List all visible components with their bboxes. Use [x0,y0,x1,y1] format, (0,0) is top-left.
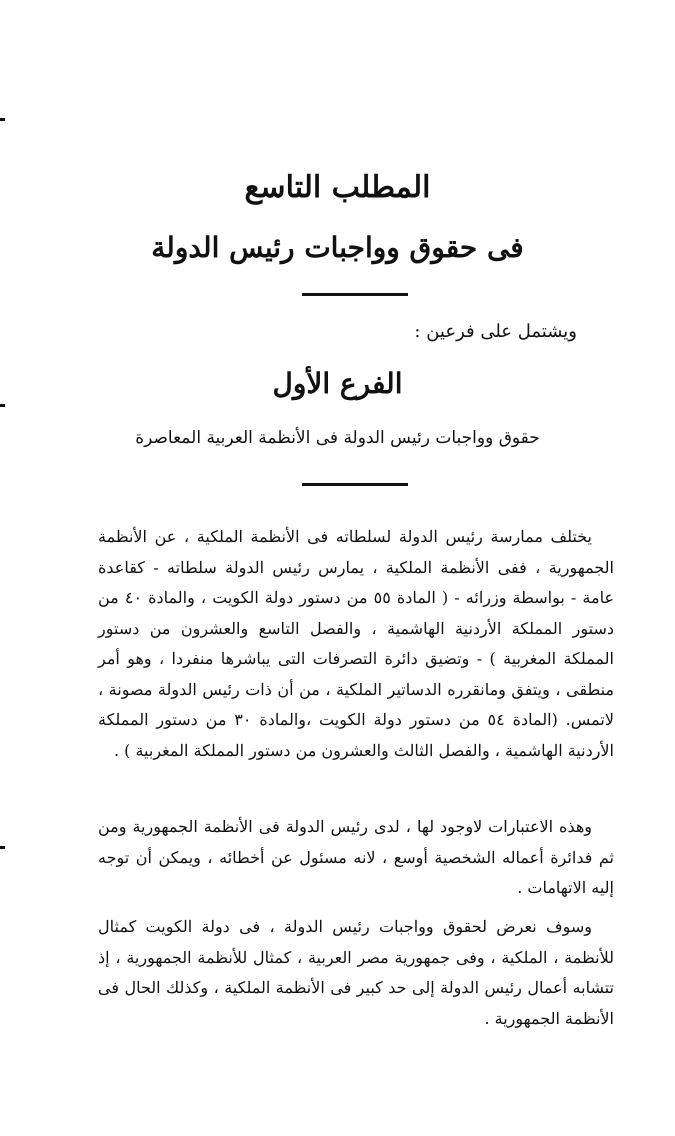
paragraph-text: وهذه الاعتبارات لاوجود لها ، لدى رئيس الدولة فى الأنظمة الجمهورية ومن ثم فدائرة أعماله الشخصية أوسع ، لانه مسئول عن أخطائه ، ويمكن أن توجه إليه الاتهامات . [98,817,614,897]
paragraph-text: وسوف نعرض لحقوق وواجبات رئيس الدولة ، فى دولة الكويت كمثال للأنظمة ، الملكية ، وفى جمهورية مصر العربية ، كمثال للأنظمة الجمهورية ، إذ تتشابه أعمال رئيس الدولة إلى حد كبير فى الأنظمة الملكية ، وكذلك الحال فى الأنظمة الجمهورية . [98,917,614,1028]
paragraph-text: يختلف ممارسة رئيس الدولة لسلطاته فى الأنظمة الملكية ، عن الأنظمة الجمهورية ، ففى الأنظمة الملكية ، يمارس رئيس الدولة سلطاته - كقاعدة عامة - بواسطة وزرائه - ( المادة ٥٥ من دستور دولة الكويت ، والمادة ٤٠ من دستور المملكة الأردنية الهاشمية ، والفصل التاسع والعشرون من دستور المملكة المغربية ) - وتضيق دائرة التصرفات التى يباشرها منفردا ، وهو أمر منطقى ، ويتفق ومانقرره الدساتير الملكية ، من أن ذات رئيس الدولة مصونة ، لاتمس. (المادة ٥٤ من دستور دولة الكويت ،والمادة ٣٠ من دستور المملكة الأردنية الهاشمية ، والفصل الثالث والعشرون من دستور المملكة المغربية ) . [98,527,614,760]
intro-line: ويشتمل على فرعين : [414,321,577,342]
scan-edge-mark [0,404,5,407]
scan-edge-mark [0,846,5,849]
section-divider [302,483,408,486]
branch-heading: الفرع الأول [272,367,403,400]
paragraph [98,912,614,1034]
scan-edge-mark [0,118,5,121]
chapter-subheading: فى حقوق وواجبات رئيس الدولة [151,231,524,264]
chapter-heading: المطلب التاسع [244,170,431,205]
section-divider [302,293,408,296]
paragraph [98,522,614,766]
branch-subheading: حقوق وواجبات رئيس الدولة فى الأنظمة العربية المعاصرة [135,428,540,448]
paragraph [98,812,614,904]
